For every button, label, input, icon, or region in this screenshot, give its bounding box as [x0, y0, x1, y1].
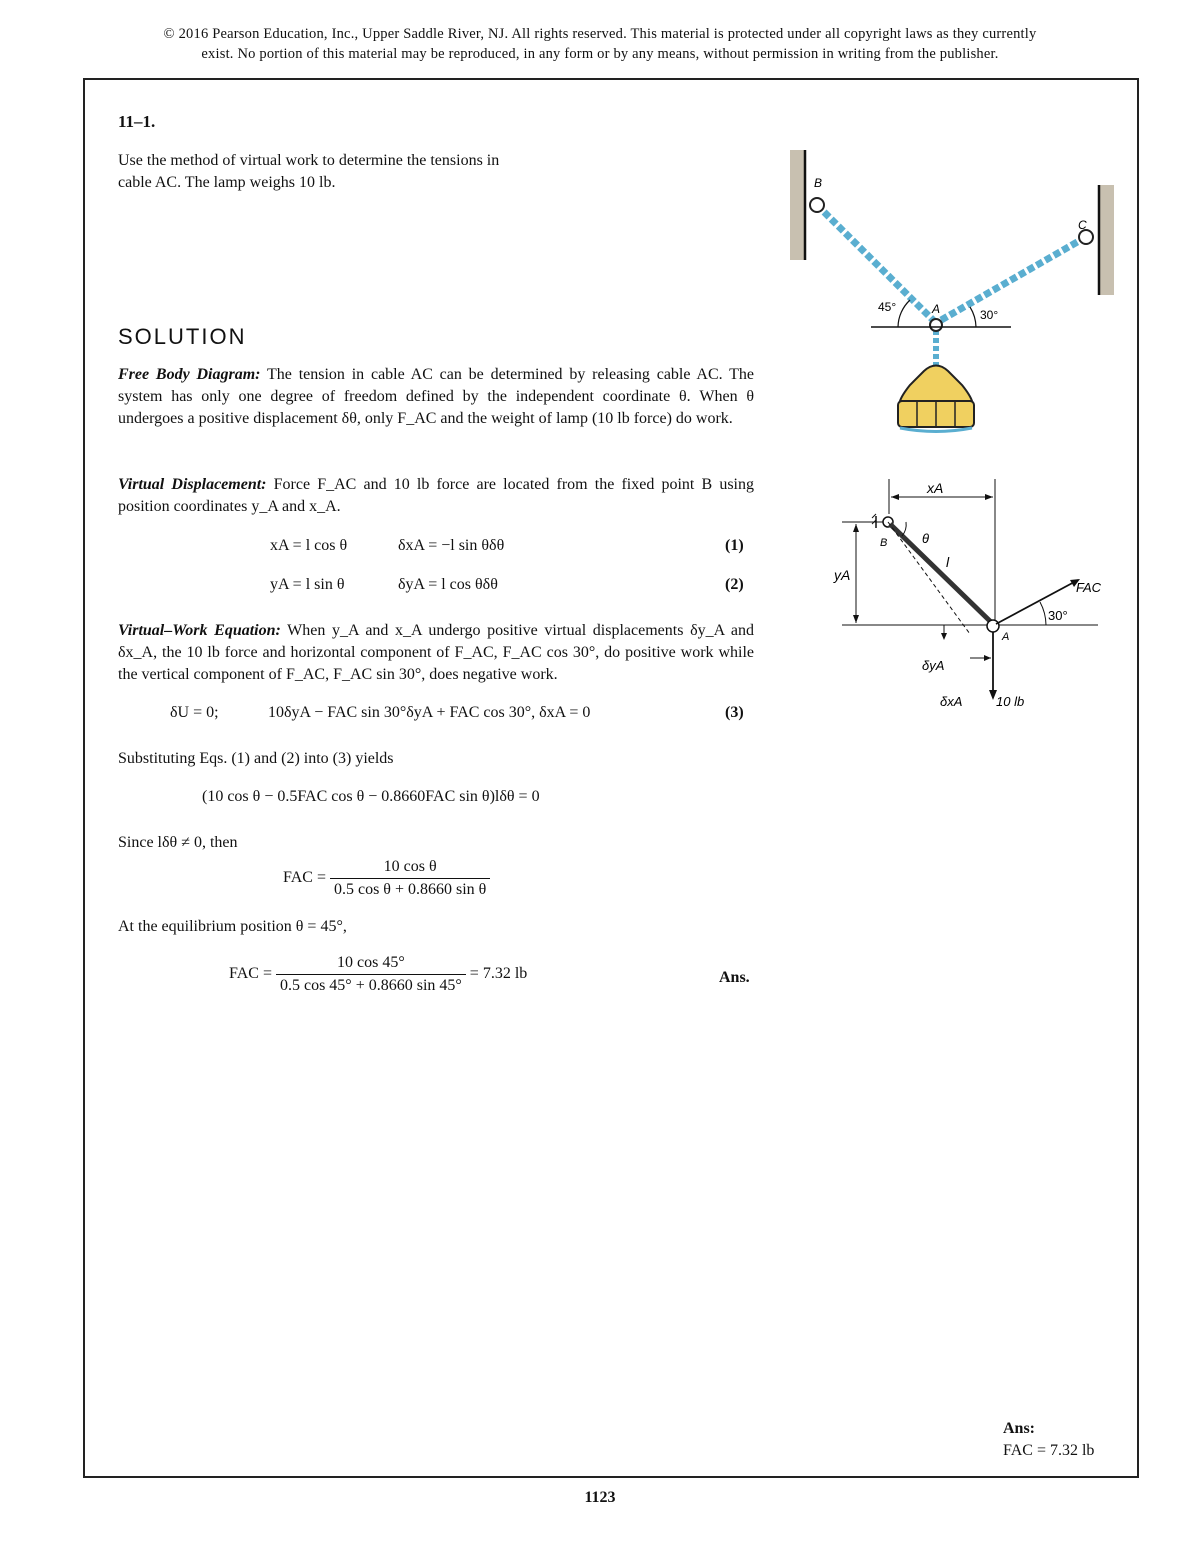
- chain-ab: [817, 205, 936, 323]
- label-dyA: δyA: [922, 658, 945, 673]
- fbd-paragraph: [118, 364, 754, 430]
- eq6-lhs: FAC =: [229, 965, 272, 983]
- label-yA: yA: [834, 567, 851, 583]
- page-number: 1123: [584, 1489, 616, 1506]
- point-a: [987, 620, 999, 632]
- eq6-result: = 7.32 lb: [469, 965, 528, 983]
- eq6-fraction: [276, 954, 466, 995]
- statement-line-1: Use the method of virtual work to determine the tensions in: [118, 152, 500, 169]
- xA-arrow-right: [985, 494, 993, 500]
- yA-arrow-bottom: [853, 615, 859, 623]
- label-b-fbd: B: [880, 537, 888, 549]
- left-wall: [790, 150, 804, 260]
- copyright-notice: [0, 24, 1200, 64]
- copyright-line-2: exist. No portion of this material may be reproduced, in any form or by any means, without permission in writing from the publisher.: [201, 46, 999, 62]
- fbd-text: The tension in cable AC can be determined by releasing cable AC. The system has only one degree of freedom defined by the independent coordinate θ. When θ undergoes a positive displacement δθ, only F_AC and the weight of lamp (10 lb force) do work.: [118, 366, 755, 427]
- ans-label: Ans.: [719, 969, 750, 986]
- since-text: Since lδθ ≠ 0, then: [118, 834, 238, 851]
- member-ba: [890, 524, 993, 624]
- angle-arc-right: [970, 307, 976, 327]
- angle-right-label: 30°: [980, 308, 999, 322]
- eq6-denominator: 0.5 cos 45° + 0.8660 sin 45°: [279, 977, 462, 994]
- eq2-right: δyA = l cos θδθ: [398, 576, 498, 593]
- label-10lb: 10 lb: [996, 694, 1025, 709]
- angle-arc-left: [898, 300, 910, 327]
- vw-paragraph: [118, 620, 754, 686]
- label-b: B: [814, 176, 823, 190]
- label-30: 30°: [1048, 608, 1068, 623]
- label-theta: θ: [922, 531, 930, 546]
- solution-heading: SOLUTION: [118, 324, 247, 349]
- label-fac: FAC: [1076, 580, 1102, 595]
- eq5-numerator: 10 cos θ: [330, 858, 490, 879]
- label-xA: xA: [927, 480, 944, 496]
- ring-a: [930, 319, 942, 331]
- label-a: A: [932, 302, 941, 316]
- chain-ac: [936, 237, 1086, 323]
- angle-left-label: 45°: [878, 300, 897, 314]
- eq3-number: (3): [725, 704, 744, 721]
- eq6-numerator: 10 cos 45°: [276, 954, 466, 975]
- eq2-left: yA = l sin θ: [270, 576, 345, 593]
- vd-text: Force F_AC and 10 lb force are located from the fixed point B using position coordinates y_A and x_A.: [118, 476, 755, 515]
- vw-title: Virtual–Work Equation:: [118, 622, 281, 639]
- xA-arrow-left: [891, 494, 899, 500]
- equilibrium-text: At the equilibrium position θ = 45°,: [118, 918, 347, 935]
- eq5-denominator: 0.5 cos θ + 0.8660 sin θ: [333, 881, 487, 898]
- eq6: [229, 954, 527, 995]
- statement-line-2: cable AC. The lamp weighs 10 lb.: [118, 174, 336, 191]
- label-a-fbd: A: [1002, 631, 1010, 643]
- problem-statement: [118, 150, 598, 194]
- vw-text: When y_A and x_A undergo positive virtual displacements δy_A and δx_A, the 10 lb force and horizontal component of F_AC, F_AC cos 30°, do positive work while the vertical component of F_AC, F_AC sin 30°, does negative work.: [118, 622, 755, 683]
- eq5-fraction: [330, 858, 490, 899]
- pin-c: [1079, 230, 1093, 244]
- dy-arrow: [941, 633, 947, 640]
- vd-paragraph: [118, 474, 754, 518]
- eq3-left: δU = 0;: [170, 704, 219, 721]
- angle-30-arc: [1040, 602, 1046, 625]
- answer-box: [1003, 1418, 1094, 1462]
- dx-arrow: [984, 655, 991, 661]
- eq3-right: 10δyA − FAC sin 30°δyA + FAC cos 30°, δxA = 0: [268, 704, 591, 721]
- label-dxA: δxA: [940, 694, 963, 709]
- yA-arrow-top: [853, 524, 859, 532]
- eq4: (10 cos θ − 0.5FAC cos θ − 0.8660FAC sin θ)lδθ = 0: [202, 788, 540, 805]
- fbd-title: Free Body Diagram:: [118, 366, 261, 383]
- label-c: C: [1078, 218, 1087, 232]
- free-body-diagram: [828, 474, 1108, 724]
- answer-value: FAC = 7.32 lb: [1003, 1442, 1095, 1459]
- lamp-figure: [786, 145, 1126, 435]
- answer-label: Ans:: [1003, 1420, 1036, 1437]
- eq5: [283, 858, 490, 899]
- eq2-number: (2): [725, 576, 744, 593]
- label-l: l: [946, 554, 950, 570]
- lamp-shade: [898, 366, 974, 432]
- problem-number: 11–1.: [118, 112, 156, 131]
- eq1-left: xA = l cos θ: [270, 537, 348, 554]
- eq1-right: δxA = −l sin θδθ: [398, 537, 505, 554]
- substitution-text: Substituting Eqs. (1) and (2) into (3) yields: [118, 750, 394, 767]
- eq5-lhs: FAC =: [283, 869, 326, 887]
- vd-title: Virtual Displacement:: [118, 476, 267, 493]
- copyright-line-1: © 2016 Pearson Education, Inc., Upper Saddle River, NJ. All rights reserved. This material is protected under all copyright laws as they currently: [163, 26, 1037, 42]
- pin-b: [810, 198, 824, 212]
- eq1-number: (1): [725, 537, 744, 554]
- right-wall: [1100, 185, 1114, 295]
